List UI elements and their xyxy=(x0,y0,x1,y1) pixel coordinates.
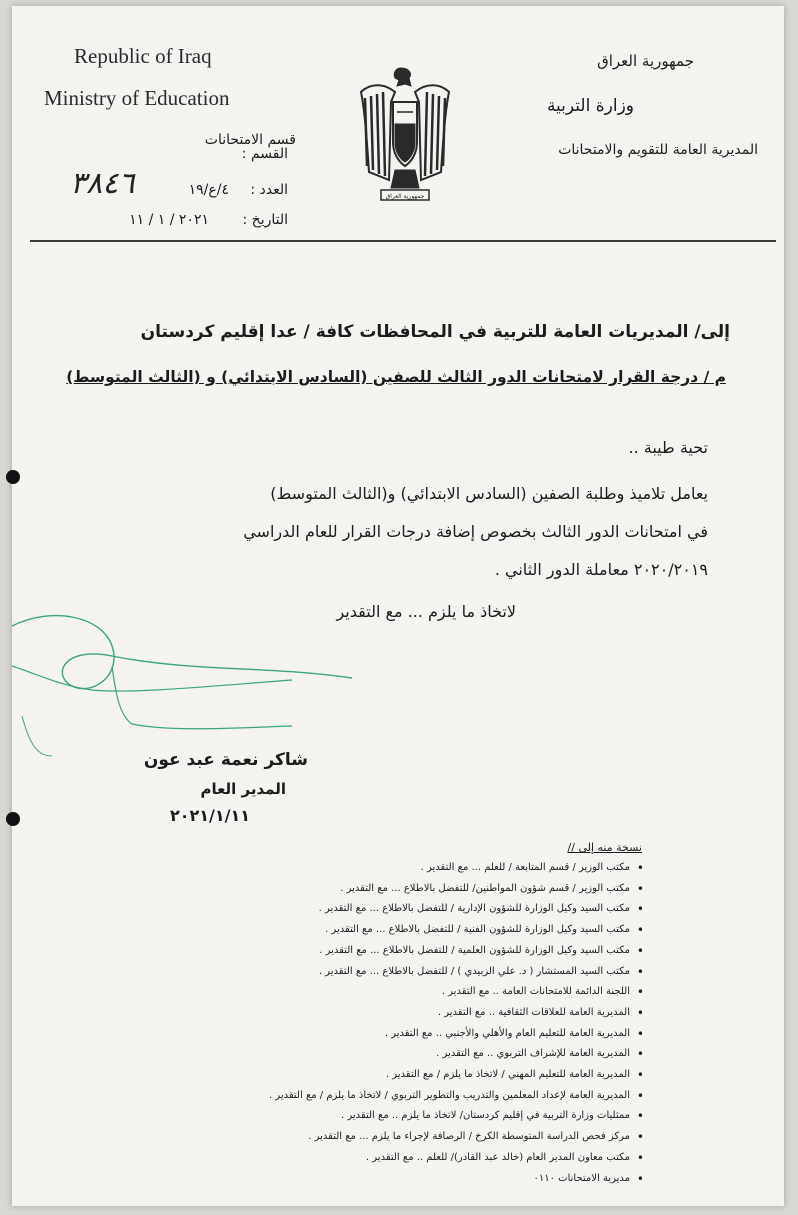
department-label: القسم : xyxy=(241,146,288,162)
letter-subject: م / درجة القرار لامتحانات الدور الثالث للصفين (السادس الابتدائي) و (الثالث المتوسط) xyxy=(66,368,726,386)
list-item: • مكتب معاون المدير العام (خالد عبد القادر)/ للعلم .. مع التقدير . xyxy=(44,1148,644,1169)
list-item: • مديرية الامتحانات ٠١١٠ xyxy=(44,1169,644,1190)
copies-heading: نسخة منه إلى // xyxy=(567,841,642,854)
signature-date: ٢٠٢١/١/١١ xyxy=(169,806,250,825)
punch-hole xyxy=(6,812,20,826)
list-item: • المديرية العامة لإعداد المعلمين والتدريب والتطوير التربوي / لاتخاذ ما يلزم / مع التقدير . xyxy=(44,1086,644,1107)
list-item: • مركز فحص الدراسة المتوسطة الكرخ / الرصافة لإجراء ما يلزم ... مع التقدير . xyxy=(44,1127,644,1148)
list-item: • مكتب الوزير / قسم المتابعة / للعلم ... مع التقدير . xyxy=(44,858,644,879)
signatory-title: المدير العام xyxy=(200,780,286,798)
document-page xyxy=(12,6,784,1206)
signature-scribble-icon xyxy=(12,606,412,766)
header-ar-ministry: وزارة التربية xyxy=(546,96,634,116)
list-item: • المديرية العامة للتعليم العام والأهلي والأجنبي .. مع التقدير . xyxy=(44,1024,644,1045)
list-item: • اللجنة الدائمة للامتحانات العامة .. مع التقدير . xyxy=(44,982,644,1003)
list-item: • المديرية العامة للتعليم المهني / لاتخاذ ما يلزم / مع التقدير . xyxy=(44,1065,644,1086)
list-item: • مكتب السيد وكيل الوزارة للشؤون الإدارية / للتفضل بالاطلاع ... مع التقدير . xyxy=(44,899,644,920)
list-item: • مكتب السيد المستشار ( د. علي الزبيدي ) / للتفضل بالاطلاع ... مع التقدير . xyxy=(44,962,644,983)
emblem-caption: جمهورية العراق xyxy=(385,193,425,200)
letter-closing: لاتخاذ ما يلزم ... مع التقدير xyxy=(336,602,516,621)
copies-list xyxy=(44,858,644,1189)
letter-paragraph-line-1: يعامل تلاميذ وطلبة الصفين (السادس الابتدائي) و(الثالث المتوسط) xyxy=(270,484,708,503)
letter-paragraph-line-3: ٢٠٢٠/٢٠١٩ معاملة الدور الثاني . xyxy=(494,560,708,579)
date-value: ٢٠٢١ / ١ / ١١ xyxy=(129,212,209,228)
punch-hole xyxy=(6,470,20,484)
letter-recipient: إلى/ المديريات العامة للتربية في المحافظات كافة / عدا إقليم كردستان xyxy=(140,322,730,342)
date-label: التاريخ : xyxy=(242,212,288,228)
header-ar-directorate: المديرية العامة للتقويم والامتحانات xyxy=(558,142,758,158)
letter-greeting: تحية طيبة .. xyxy=(628,438,708,457)
department-value: قسم الامتحانات xyxy=(204,132,296,148)
iraq-eagle-emblem-icon xyxy=(355,62,455,212)
signatory-name: شاكر نعمة عبد عون xyxy=(143,750,308,770)
letter-paragraph-line-2: في امتحانات الدور الثالث بخصوص إضافة درجات القرار للعام الدراسي xyxy=(243,522,708,541)
list-item: • مكتب السيد وكيل الوزارة للشؤون العلمية / للتفضل بالاطلاع ... مع التقدير . xyxy=(44,941,644,962)
number-label: العدد : xyxy=(250,182,288,198)
number-handwritten: ٣٨٤٦ xyxy=(70,166,135,201)
header-en-country: Republic of Iraq xyxy=(74,44,212,68)
list-item: • ممثليات وزارة التربية في إقليم كردستان/ لاتخاذ ما يلزم .. مع التقدير . xyxy=(44,1106,644,1127)
number-value: ٤/ع/١٩ xyxy=(188,182,229,198)
header-en-ministry: Ministry of Education xyxy=(44,86,230,110)
list-item: • المديرية العامة للإشراف التربوي .. مع التقدير . xyxy=(44,1044,644,1065)
header-ar-country: جمهورية العراق xyxy=(597,52,694,70)
list-item: • المديرية العامة للعلاقات الثقافية .. مع التقدير . xyxy=(44,1003,644,1024)
list-item: • مكتب السيد وكيل الوزارة للشؤون الفنية / للتفضل بالاطلاع ... مع التقدير . xyxy=(44,920,644,941)
header-divider xyxy=(30,240,776,242)
list-item: • مكتب الوزير / قسم شؤون المواطنين/ للتفضل بالاطلاع ... مع التقدير . xyxy=(44,879,644,900)
